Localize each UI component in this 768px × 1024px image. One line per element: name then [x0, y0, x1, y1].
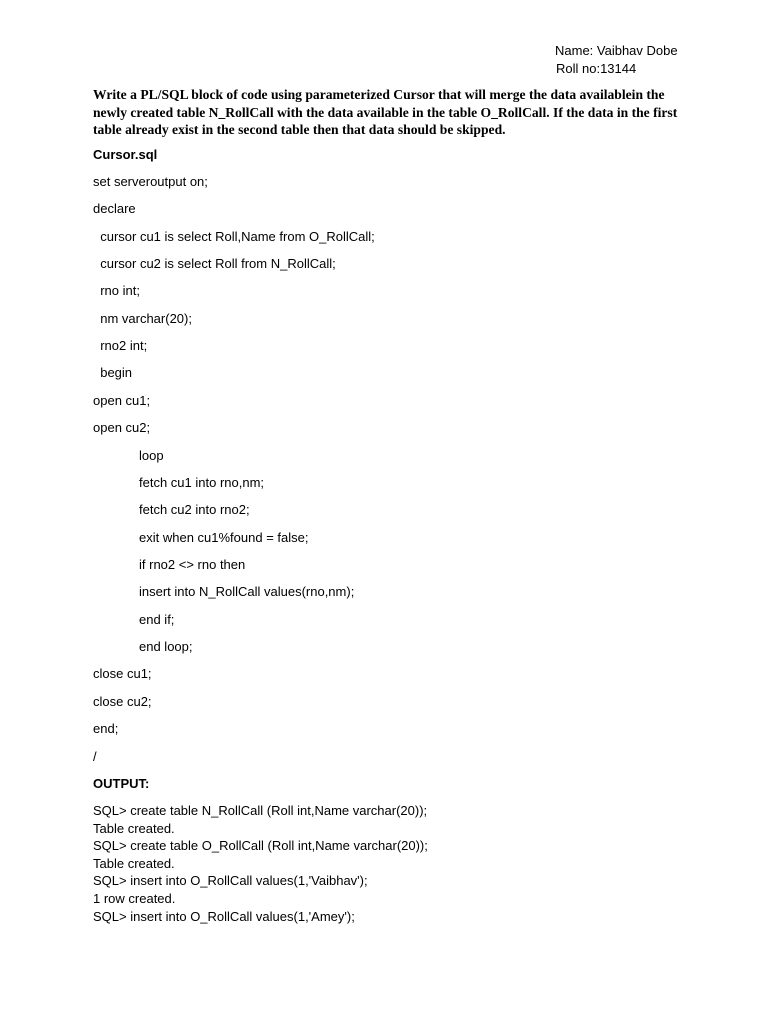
- code-line: cursor cu2 is select Roll from N_RollCall;: [93, 256, 336, 271]
- author-name: Name: Vaibhav Dobe: [555, 43, 678, 58]
- code-line: cursor cu1 is select Roll,Name from O_RollCall;: [93, 229, 375, 244]
- output-title: OUTPUT:: [93, 776, 150, 791]
- code-line: fetch cu2 into rno2;: [139, 502, 250, 517]
- code-line: end loop;: [139, 639, 193, 654]
- code-line: fetch cu1 into rno,nm;: [139, 475, 265, 490]
- output-block: [93, 802, 428, 925]
- output-line: 1 row created.: [93, 890, 176, 906]
- code-line: loop: [139, 448, 164, 463]
- output-line: SQL> insert into O_RollCall values(1,'Amey');: [93, 908, 355, 924]
- code-line: close cu1;: [93, 666, 152, 681]
- code-line: open cu2;: [93, 420, 151, 435]
- code-line: nm varchar(20);: [93, 311, 192, 326]
- code-line: set serveroutput on;: [93, 174, 208, 189]
- code-line: begin: [93, 365, 133, 380]
- output-line: SQL> insert into O_RollCall values(1,'Vaibhav');: [93, 873, 368, 889]
- roll-number: Roll no:13144: [556, 61, 637, 76]
- code-line: exit when cu1%found = false;: [139, 530, 309, 545]
- code-line: rno int;: [93, 283, 140, 298]
- output-line: SQL> create table O_RollCall (Roll int,Name varchar(20));: [93, 838, 428, 854]
- author-header: [555, 42, 678, 78]
- code-line: declare: [93, 201, 136, 216]
- output-line: SQL> create table N_RollCall (Roll int,Name varchar(20));: [93, 803, 428, 818]
- code-line: open cu1;: [93, 393, 151, 408]
- code-line: if rno2 <> rno then: [139, 557, 246, 572]
- code-line: close cu2;: [93, 694, 152, 709]
- code-line: end;: [93, 721, 119, 736]
- question-text: Write a PL/SQL block of code using parameterized Cursor that will merge the data availablein the newly created table N_RollCall with the data available in the table O_RollCall. If the data in the first table already exist in the second table then that data should be skipped.: [93, 87, 678, 137]
- output-line: Table created.: [93, 820, 175, 836]
- output-line: Table created.: [93, 855, 175, 871]
- code-line: /: [93, 749, 97, 764]
- code-line: insert into N_RollCall values(rno,nm);: [139, 584, 355, 599]
- code-line: rno2 int;: [93, 338, 148, 353]
- code-line: end if;: [139, 612, 175, 627]
- file-title: Cursor.sql: [93, 147, 158, 162]
